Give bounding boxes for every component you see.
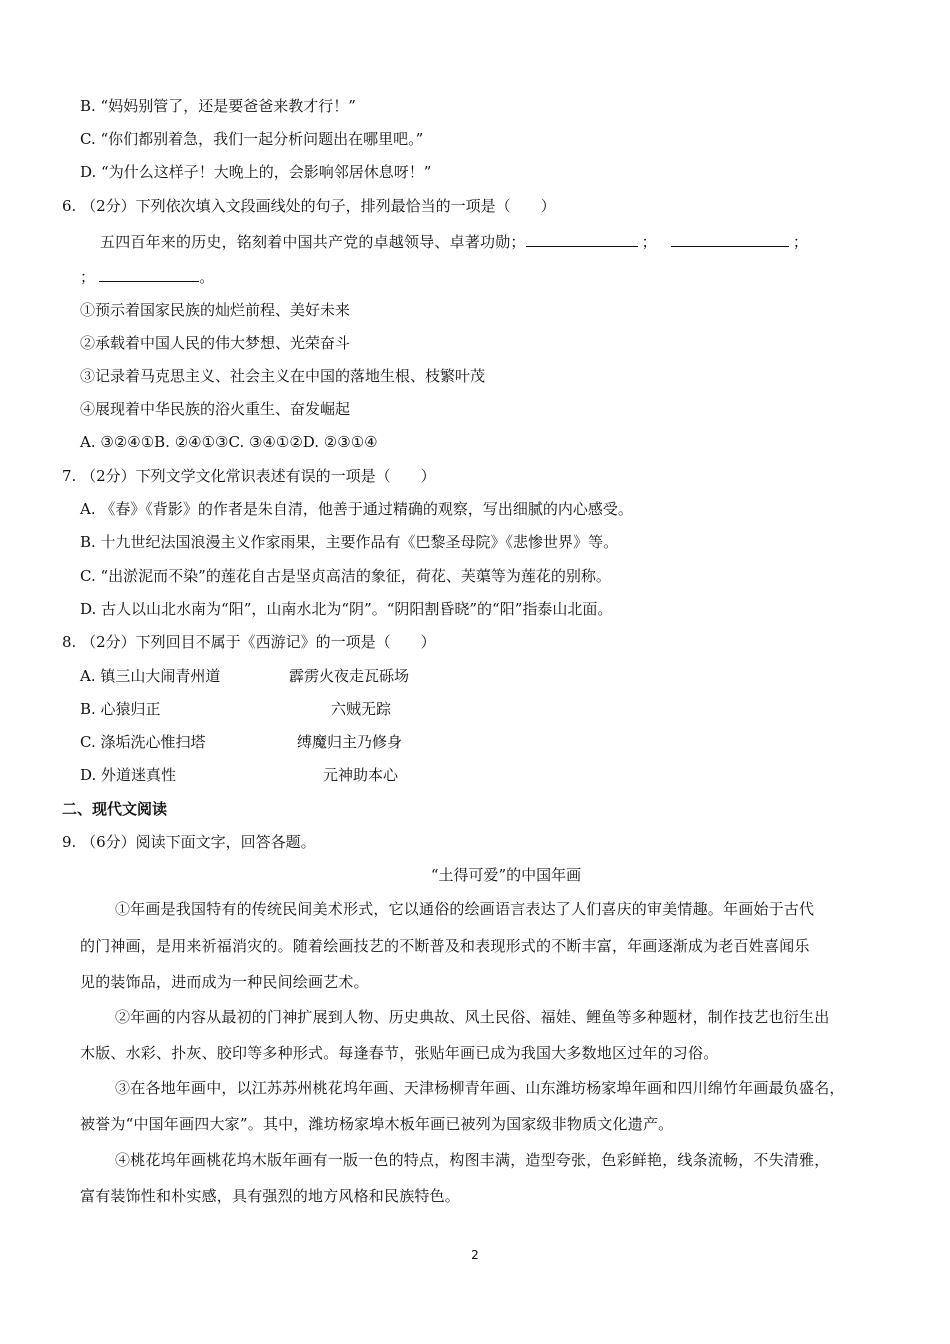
article-p2-line2: 木版、水彩、扑灰、胶印等多种形式。每逢春节，张贴年画已成为我国大多数地区过年的习俗。	[80, 1044, 719, 1062]
q8-option-a: A. 镇三山大闹青州道	[80, 667, 221, 685]
q7-option-a: A. 《春》《背影》的作者是朱自清，他善于通过精确的观察，写出细腻的内心感受。	[80, 500, 633, 518]
q6-item-3: ③记录着马克思主义、社会主义在中国的落地生根、枝繁叶茂	[80, 367, 486, 385]
q6-blank-3	[99, 265, 199, 282]
q8-option-d: D. 外道迷真性	[80, 766, 177, 784]
article-p1-line2: 的门神画，是用来祈福消灾的。随着绘画技艺的不断普及和表现形式的不断丰富，年画逐渐成为老百姓喜闻乐	[80, 937, 810, 955]
q6-blank-2	[671, 230, 789, 247]
q6-options: A. ③②④①B. ②④①③C. ③④①②D. ②③①④	[80, 433, 378, 451]
q8-option-c-second: 缚魔归主乃修身	[297, 733, 403, 751]
q5-option-d: D. “为什么这样子！大晚上的，会影响邻居休息呀！”	[80, 163, 432, 181]
q6-passage-line2	[80, 265, 214, 287]
page-number: 2	[471, 1248, 479, 1262]
q6-passage-line1	[100, 230, 808, 252]
article-p4-line2: 富有装饰性和朴实感，具有强烈的地方风格和民族特色。	[80, 1187, 461, 1205]
article-p2-line1: ②年画的内容从最初的门神扩展到人物、历史典故、风土民俗、福娃、鲤鱼等多种题材，制作技艺也衍生出	[115, 1008, 830, 1026]
q6-stem: 6. （2分）下列依次填入文段画线处的句子，排列最恰当的一项是（ ）	[62, 197, 556, 215]
q6-item-1: ①预示着国家民族的灿烂前程、美好未来	[80, 301, 351, 319]
q7-option-b: B. 十九世纪法国浪漫主义作家雨果，主要作品有《巴黎圣母院》《悲惨世界》等。	[80, 533, 619, 551]
article-p1-line3: 见的装饰品，进而成为一种民间绘画艺术。	[80, 973, 369, 991]
section-heading: 二、现代文阅读	[62, 800, 168, 818]
q6-blank-1	[526, 230, 638, 247]
q9-stem: 9. （6分）阅读下面文字，回答各题。	[62, 833, 316, 851]
q8-option-d-second: 元神助本心	[323, 766, 399, 784]
q6-passage-start: 五四百年来的历史，铭刻着中国共产党的卓越领导、卓著功勋；	[100, 233, 526, 251]
q7-option-c: C. “出淤泥而不染”的莲花自古是坚贞高洁的象征，荷花、芙蕖等为莲花的别称。	[80, 567, 611, 585]
q6-line2-start: ；	[80, 268, 96, 286]
q6-line2-end: 。	[199, 268, 215, 286]
q7-option-d: D. 古人以山北水南为“阳”，山南水北为“阴”。“阴阳割昏晓”的“阳”指泰山北面。	[80, 600, 613, 618]
q5-option-b: B. “妈妈别管了，还是要爸爸来教才行！”	[80, 97, 356, 115]
article-title: “土得可爱”的中国年画	[430, 866, 582, 884]
q8-option-b-second: 六贼无踪	[331, 700, 392, 718]
article-p1-line1: ①年画是我国特有的传统民间美术形式，它以通俗的绘画语言表达了人们喜庆的审美情趣。年画始于古代	[115, 900, 815, 918]
q6-item-2: ②承载着中国人民的伟大梦想、光荣奋斗	[80, 334, 351, 352]
q8-option-a-second: 霹雳火夜走瓦砾场	[289, 667, 410, 685]
q7-stem: 7. （2分）下列文学文化常识表述有误的一项是（ ）	[62, 467, 436, 485]
q8-option-c: C. 涤垢洗心惟扫塔	[80, 733, 206, 751]
q6-sep-1: ；	[641, 233, 657, 251]
article-p4-line1: ④桃花坞年画桃花坞木版年画有一版一色的特点，构图丰满，造型夸张，色彩鲜艳，线条流畅，不失清雅，	[115, 1151, 830, 1169]
q6-sep-2: ；	[792, 233, 809, 251]
q6-item-4: ④展现着中华民族的浴火重生、奋发崛起	[80, 400, 351, 418]
q5-option-c: C. “你们都别着急，我们一起分析问题出在哪里吧。”	[80, 130, 424, 148]
q8-option-b: B. 心猿归正	[80, 700, 161, 718]
q8-stem: 8. （2分）下列回目不属于《西游记》的一项是（ ）	[62, 633, 436, 651]
article-p3-line1: ③在各地年画中，以江苏苏州桃花坞年画、天津杨柳青年画、山东潍坊杨家埠年画和四川绵竹年画最负盛名，	[115, 1079, 845, 1097]
article-p3-line2: 被誉为“中国年画四大家”。其中，潍坊杨家埠木板年画已被列为国家级非物质文化遗产。	[80, 1115, 674, 1133]
